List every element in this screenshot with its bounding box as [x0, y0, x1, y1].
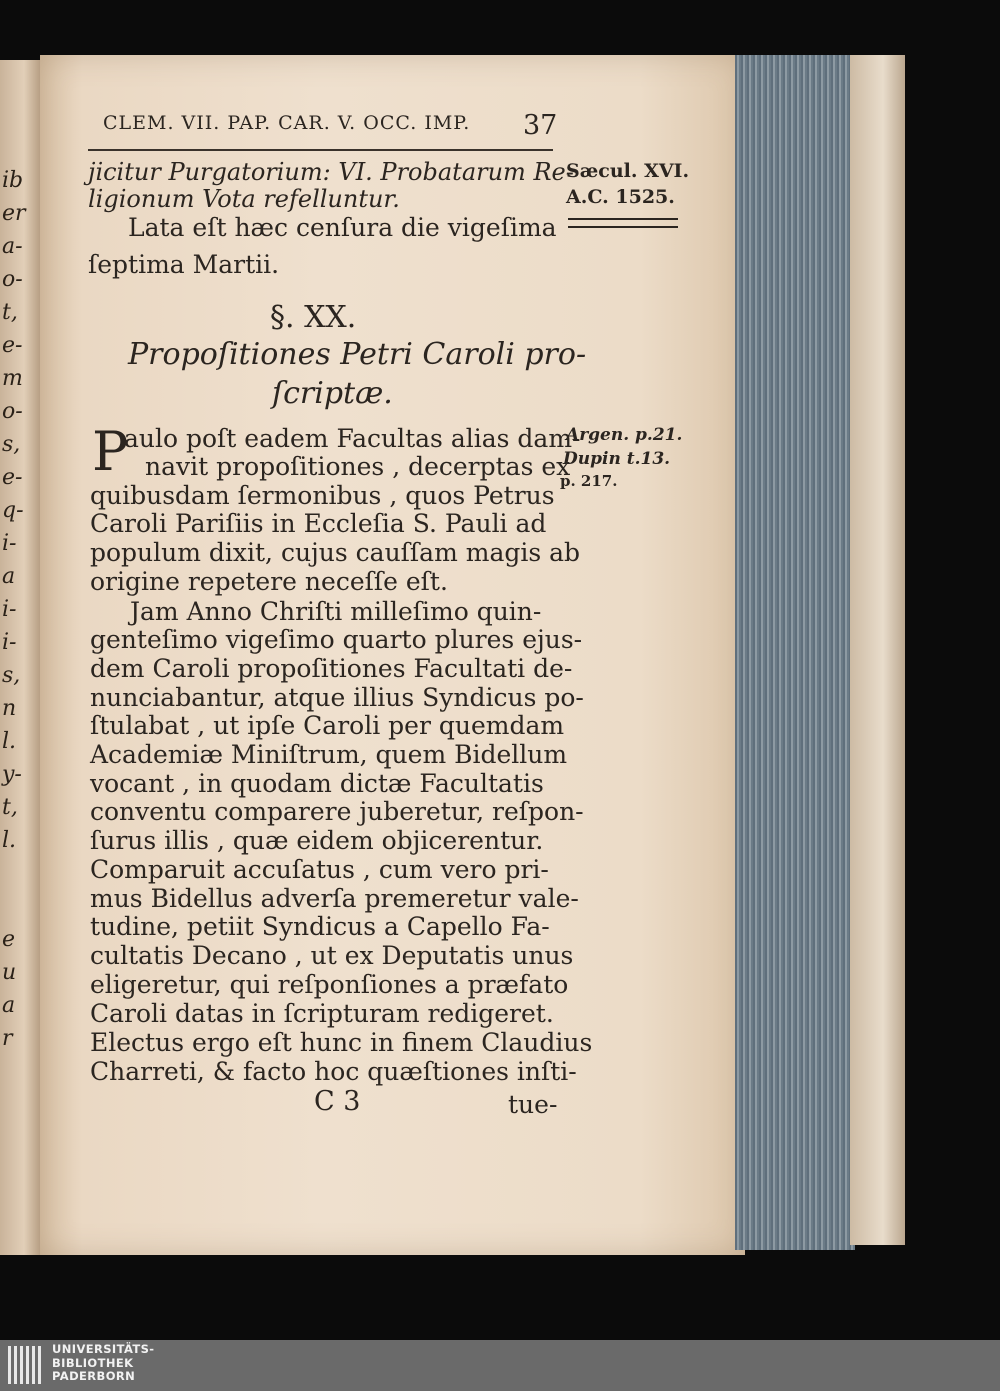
section-number: §. XX. — [270, 300, 357, 335]
page-edges — [735, 55, 855, 1250]
text-line: Comparuit accuſatus , cum vero pri- — [90, 855, 549, 884]
margin-ref-3: p. 217. — [560, 472, 618, 490]
text-line: ſeptima Martii. — [88, 250, 280, 279]
left-page-fragment: i- — [2, 630, 17, 655]
left-page-fragment: r — [2, 1026, 13, 1051]
left-facing-page — [0, 60, 40, 1255]
left-page-fragment: o- — [2, 267, 23, 292]
text-line: ſurus illis , quæ eidem objicerentur. — [90, 826, 544, 855]
library-name-line: BIBLIOTHEK — [52, 1355, 134, 1370]
left-page-fragment: t, — [2, 795, 18, 820]
book-cover-edge — [850, 55, 905, 1245]
left-page-fragment: n — [2, 696, 17, 721]
page-number: 37 — [523, 110, 558, 141]
text-line: Academiæ Miniſtrum, quem Bidellum — [90, 740, 568, 769]
text-line: vocant , in quodam dictæ Facultatis — [90, 769, 544, 798]
margin-ref-2: Dupin t.13. — [563, 449, 671, 469]
text-line: Caroli datas in ſcripturam redigeret. — [90, 999, 554, 1028]
section-title: ſcriptæ. — [272, 376, 393, 411]
left-page-fragment: a — [2, 564, 16, 589]
left-page-fragment: er — [2, 201, 26, 226]
text-line: jicitur Purgatorium: VI. Probatarum Re- — [88, 158, 574, 186]
library-logo-icon — [6, 1346, 46, 1386]
left-page-fragment: s, — [2, 663, 21, 688]
left-page-fragment: a- — [2, 234, 23, 259]
section-title: Propoſitiones Petri Caroli pro- — [128, 337, 587, 372]
text-line: conventu comparere juberetur, reſpon- — [90, 797, 584, 826]
text-line: dem Caroli propoſitiones Facultati de- — [90, 654, 573, 683]
drop-capital: P — [92, 420, 129, 483]
text-line: quibusdam ſermonibus , quos Petrus — [90, 481, 555, 510]
left-page-fragment: s, — [2, 432, 21, 457]
text-line: Charreti, & facto hoc quæſtiones inſti- — [90, 1057, 577, 1086]
left-page-fragment: q- — [2, 498, 24, 523]
text-line: mus Bidellus adverſa premeretur vale- — [90, 884, 579, 913]
left-page-fragment: u — [2, 960, 17, 985]
text-line: Caroli Pariſiis in Eccleſia S. Pauli ad — [90, 509, 547, 538]
left-page-fragment: a — [2, 993, 16, 1018]
left-page-fragment: ib — [2, 168, 24, 193]
text-line: navit propoſitiones , decerptas ex — [145, 452, 571, 481]
text-line: aulo poſt eadem Facultas alias dam- — [124, 424, 581, 453]
library-name — [52, 1343, 154, 1384]
left-page-fragment: t, — [2, 300, 18, 325]
left-page-fragment: l. — [2, 828, 17, 853]
left-page-fragment: e- — [2, 333, 23, 358]
library-footer-bar — [0, 1340, 1000, 1391]
margin-year: A.C. 1525. — [566, 186, 675, 208]
text-line: nunciabantur, atque illius Syndicus po- — [90, 683, 584, 712]
margin-ref-1: Argen. p.21. — [566, 425, 683, 445]
left-page-fragment: i- — [2, 531, 17, 556]
header-rule — [88, 149, 553, 151]
text-line: populum dixit, cujus cauſſam magis ab — [90, 538, 581, 567]
catchword: tue- — [508, 1090, 558, 1119]
left-page-fragment: l. — [2, 729, 17, 754]
library-name-line: PADERBORN — [52, 1369, 136, 1383]
text-line: eligeretur, qui reſponſiones a præfato — [90, 970, 569, 999]
left-page-fragment: m — [2, 366, 23, 391]
margin-saecul: Sæcul. XVI. — [566, 160, 690, 182]
left-page-fragment: e — [2, 927, 16, 952]
left-page-fragment: e- — [2, 465, 23, 490]
text-line: Lata eſt hæc cenſura die vigeſima — [128, 213, 557, 242]
text-line: tudine, petiit Syndicus a Capello Fa- — [90, 912, 550, 941]
text-line: cultatis Decano , ut ex Deputatis unus — [90, 941, 574, 970]
text-line: genteſimo vigeſimo quarto plures ejus- — [90, 625, 583, 654]
left-page-fragment: y- — [2, 762, 22, 787]
text-line: Electus ergo eſt hunc in finem Claudius — [90, 1028, 593, 1057]
text-line: ſtulabat , ut ipſe Caroli per quemdam — [90, 711, 565, 740]
text-line: Jam Anno Chriſti milleſimo quin- — [130, 597, 542, 626]
left-page-fragment: o- — [2, 399, 23, 424]
margin-double-rule — [568, 218, 678, 228]
running-title: CLEM. VII. PAP. CAR. V. OCC. IMP. — [103, 112, 471, 134]
text-line: origine repetere neceſſe eſt. — [90, 567, 448, 596]
signature-mark: C 3 — [314, 1086, 361, 1117]
left-page-fragment: i- — [2, 597, 17, 622]
library-name-line: UNIVERSITÄTS- — [52, 1342, 155, 1356]
text-line: ligionum Vota refelluntur. — [88, 185, 400, 213]
